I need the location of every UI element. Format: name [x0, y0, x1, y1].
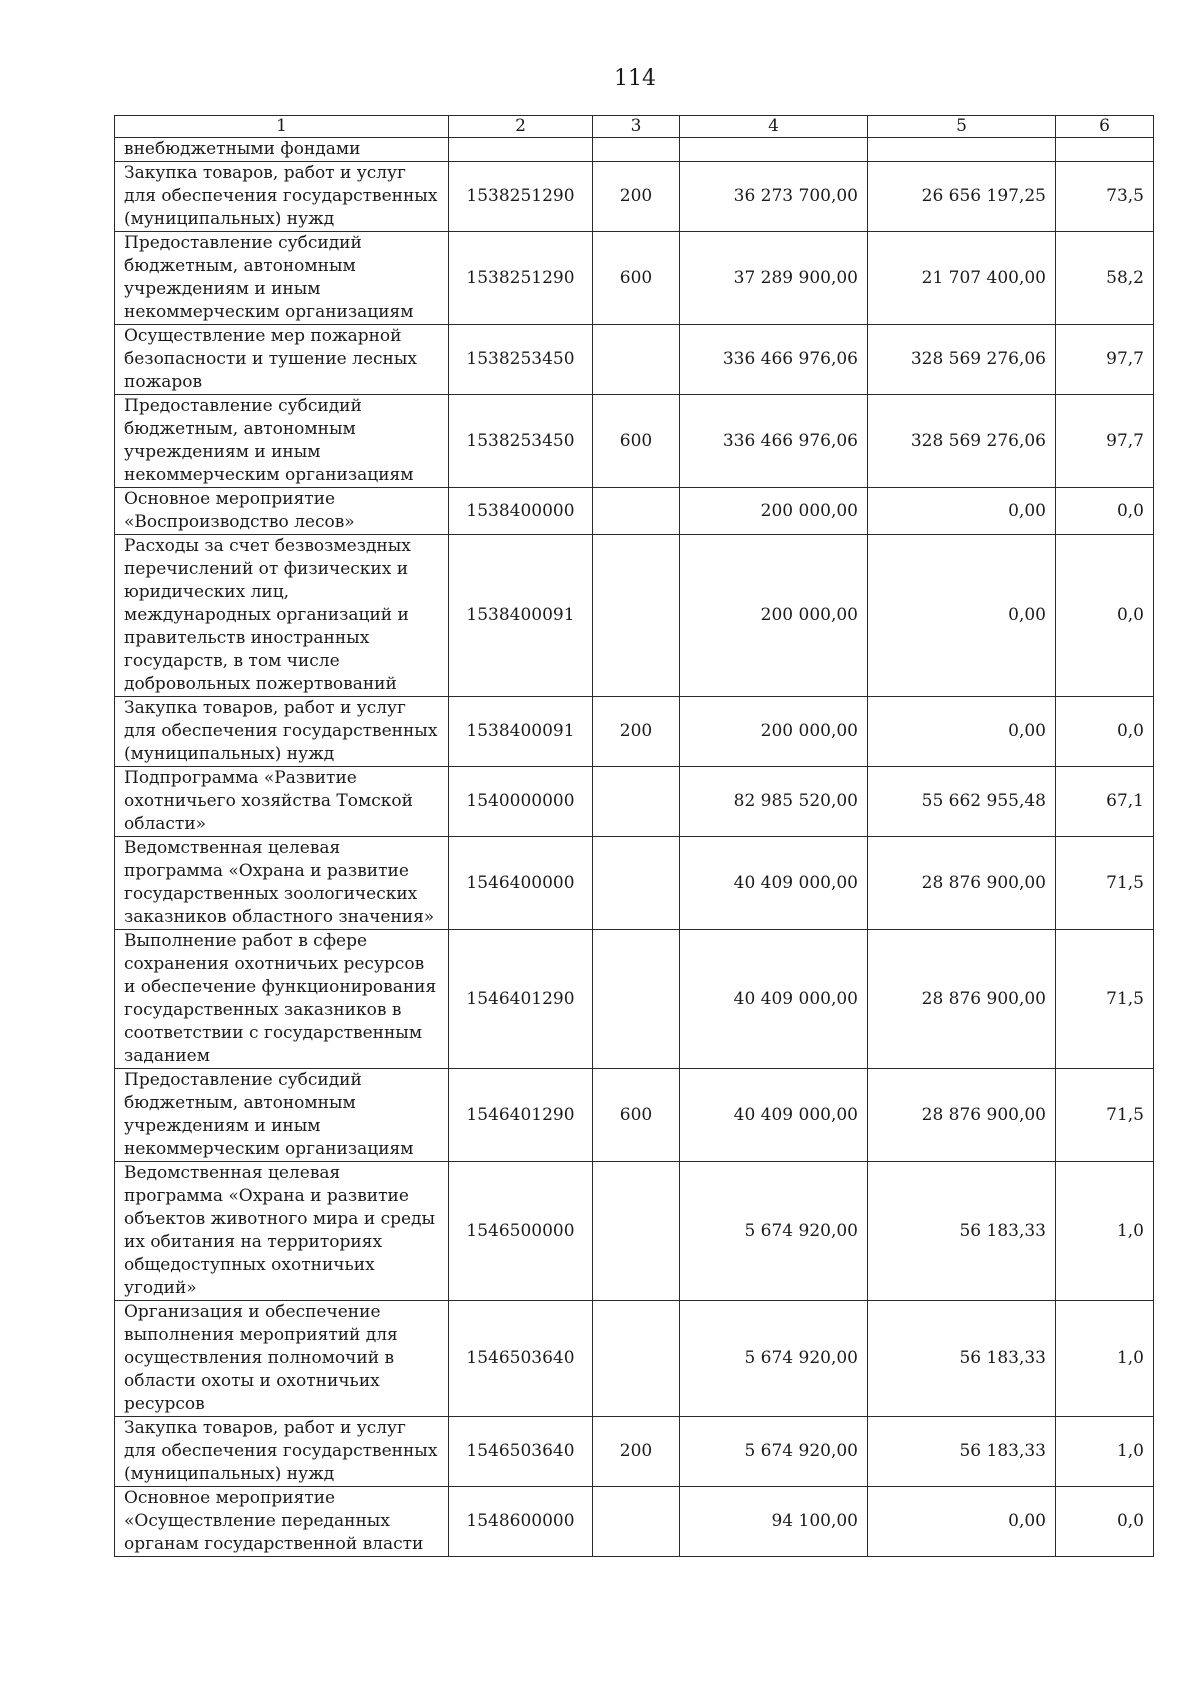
page-number: 114	[614, 66, 656, 91]
row-code-cell: 1546401290	[449, 1069, 593, 1162]
table-row	[115, 1162, 1154, 1301]
row-code-cell: 1540000000	[449, 767, 593, 837]
header-cell: 6	[1056, 116, 1154, 138]
row-code-cell: 1548600000	[449, 1487, 593, 1557]
row-name-cell: Закупка товаров, работ и услуг для обеспечения государственных (муниципальных) нужд	[115, 162, 449, 232]
row-fact-cell: 28 876 900,00	[868, 837, 1056, 930]
row-name-cell: внебюджетными фондами	[115, 138, 449, 162]
row-plan-cell: 36 273 700,00	[680, 162, 868, 232]
row-name-cell: Предоставление субсидий бюджетным, автономным учреждениям и иным некоммерческим организациям	[115, 232, 449, 325]
row-percent-cell: 67,1	[1056, 767, 1154, 837]
row-name-cell: Ведомственная целевая программа «Охрана и развитие объектов животного мира и среды их обитания на территориях общедоступных охотничьих угодий»	[115, 1162, 449, 1301]
row-percent-cell: 97,7	[1056, 395, 1154, 488]
row-plan-cell: 82 985 520,00	[680, 767, 868, 837]
table-row	[115, 325, 1154, 395]
row-name-cell: Предоставление субсидий бюджетным, автономным учреждениям и иным некоммерческим организациям	[115, 395, 449, 488]
row-expense-type-cell	[593, 930, 680, 1069]
row-code-cell: 1538251290	[449, 232, 593, 325]
table-row	[115, 697, 1154, 767]
header-cell: 4	[680, 116, 868, 138]
row-percent-cell: 73,5	[1056, 162, 1154, 232]
row-name-cell: Организация и обеспечение выполнения мероприятий для осуществления полномочий в области охоты и охотничьих ресурсов	[115, 1301, 449, 1417]
row-name-cell: Подпрограмма «Развитие охотничьего хозяйства Томской области»	[115, 767, 449, 837]
row-percent-cell: 1,0	[1056, 1162, 1154, 1301]
row-fact-cell: 0,00	[868, 697, 1056, 767]
row-percent-cell: 0,0	[1056, 697, 1154, 767]
row-code-cell: 1546503640	[449, 1301, 593, 1417]
table-row	[115, 930, 1154, 1069]
table-row	[115, 1069, 1154, 1162]
row-code-cell: 1538400000	[449, 488, 593, 535]
header-cell: 2	[449, 116, 593, 138]
row-expense-type-cell	[593, 138, 680, 162]
row-percent-cell: 0,0	[1056, 488, 1154, 535]
row-code-cell: 1538400091	[449, 697, 593, 767]
table-row	[115, 1301, 1154, 1417]
row-expense-type-cell: 200	[593, 1417, 680, 1487]
row-code-cell: 1538253450	[449, 395, 593, 488]
table-row	[115, 1417, 1154, 1487]
row-fact-cell: 0,00	[868, 535, 1056, 697]
table-row	[115, 395, 1154, 488]
table-row	[115, 138, 1154, 162]
table-row	[115, 488, 1154, 535]
header-cell: 3	[593, 116, 680, 138]
row-name-cell: Основное мероприятие «Воспроизводство лесов»	[115, 488, 449, 535]
row-expense-type-cell	[593, 535, 680, 697]
row-expense-type-cell: 200	[593, 697, 680, 767]
row-fact-cell: 328 569 276,06	[868, 395, 1056, 488]
row-name-cell: Ведомственная целевая программа «Охрана и развитие государственных зоологических заказников областного значения»	[115, 837, 449, 930]
row-code-cell: 1538251290	[449, 162, 593, 232]
row-expense-type-cell	[593, 325, 680, 395]
row-expense-type-cell: 600	[593, 395, 680, 488]
row-expense-type-cell	[593, 488, 680, 535]
row-percent-cell: 97,7	[1056, 325, 1154, 395]
row-plan-cell: 94 100,00	[680, 1487, 868, 1557]
row-expense-type-cell: 600	[593, 232, 680, 325]
row-fact-cell	[868, 138, 1056, 162]
row-plan-cell: 336 466 976,06	[680, 325, 868, 395]
row-name-cell: Выполнение работ в сфере сохранения охотничьих ресурсов и обеспечение функционирования государственных заказников в соответствии с государственным заданием	[115, 930, 449, 1069]
row-fact-cell: 21 707 400,00	[868, 232, 1056, 325]
row-percent-cell: 0,0	[1056, 535, 1154, 697]
budget-table	[114, 115, 1154, 1557]
row-fact-cell: 56 183,33	[868, 1162, 1056, 1301]
row-plan-cell: 200 000,00	[680, 535, 868, 697]
table-row	[115, 162, 1154, 232]
table-row	[115, 1487, 1154, 1557]
row-plan-cell	[680, 138, 868, 162]
row-expense-type-cell	[593, 1162, 680, 1301]
row-fact-cell: 0,00	[868, 1487, 1056, 1557]
row-code-cell: 1538253450	[449, 325, 593, 395]
row-plan-cell: 5 674 920,00	[680, 1162, 868, 1301]
row-fact-cell: 28 876 900,00	[868, 930, 1056, 1069]
row-expense-type-cell: 600	[593, 1069, 680, 1162]
row-fact-cell: 328 569 276,06	[868, 325, 1056, 395]
table-body	[115, 116, 1154, 1557]
row-percent-cell: 71,5	[1056, 837, 1154, 930]
row-name-cell: Основное мероприятие «Осуществление переданных органам государственной власти	[115, 1487, 449, 1557]
row-expense-type-cell	[593, 1301, 680, 1417]
header-row	[115, 116, 1154, 138]
row-fact-cell: 28 876 900,00	[868, 1069, 1056, 1162]
row-plan-cell: 40 409 000,00	[680, 930, 868, 1069]
row-plan-cell: 5 674 920,00	[680, 1301, 868, 1417]
row-percent-cell: 1,0	[1056, 1417, 1154, 1487]
row-name-cell: Закупка товаров, работ и услуг для обеспечения государственных (муниципальных) нужд	[115, 1417, 449, 1487]
row-fact-cell: 56 183,33	[868, 1301, 1056, 1417]
table-row	[115, 767, 1154, 837]
row-percent-cell: 1,0	[1056, 1301, 1154, 1417]
table-row	[115, 837, 1154, 930]
row-code-cell: 1546400000	[449, 837, 593, 930]
row-fact-cell: 26 656 197,25	[868, 162, 1056, 232]
row-plan-cell: 336 466 976,06	[680, 395, 868, 488]
row-expense-type-cell	[593, 767, 680, 837]
row-plan-cell: 200 000,00	[680, 697, 868, 767]
row-fact-cell: 55 662 955,48	[868, 767, 1056, 837]
row-name-cell: Закупка товаров, работ и услуг для обеспечения государственных (муниципальных) нужд	[115, 697, 449, 767]
row-name-cell: Расходы за счет безвозмездных перечислений от физических и юридических лиц, международных организаций и правительств иностранных государств, в том числе добровольных пожертвований	[115, 535, 449, 697]
row-percent-cell: 71,5	[1056, 1069, 1154, 1162]
row-plan-cell: 200 000,00	[680, 488, 868, 535]
row-expense-type-cell	[593, 837, 680, 930]
row-plan-cell: 5 674 920,00	[680, 1417, 868, 1487]
header-cell: 5	[868, 116, 1056, 138]
row-plan-cell: 40 409 000,00	[680, 837, 868, 930]
row-percent-cell	[1056, 138, 1154, 162]
row-percent-cell: 0,0	[1056, 1487, 1154, 1557]
row-plan-cell: 40 409 000,00	[680, 1069, 868, 1162]
row-plan-cell: 37 289 900,00	[680, 232, 868, 325]
row-expense-type-cell: 200	[593, 162, 680, 232]
row-percent-cell: 58,2	[1056, 232, 1154, 325]
row-code-cell: 1546503640	[449, 1417, 593, 1487]
row-code-cell: 1546401290	[449, 930, 593, 1069]
row-fact-cell: 56 183,33	[868, 1417, 1056, 1487]
table-row	[115, 535, 1154, 697]
row-code-cell	[449, 138, 593, 162]
row-name-cell: Осуществление мер пожарной безопасности и тушение лесных пожаров	[115, 325, 449, 395]
row-fact-cell: 0,00	[868, 488, 1056, 535]
row-code-cell: 1538400091	[449, 535, 593, 697]
row-code-cell: 1546500000	[449, 1162, 593, 1301]
row-percent-cell: 71,5	[1056, 930, 1154, 1069]
row-expense-type-cell	[593, 1487, 680, 1557]
header-cell: 1	[115, 116, 449, 138]
table-row	[115, 232, 1154, 325]
row-name-cell: Предоставление субсидий бюджетным, автономным учреждениям и иным некоммерческим организациям	[115, 1069, 449, 1162]
